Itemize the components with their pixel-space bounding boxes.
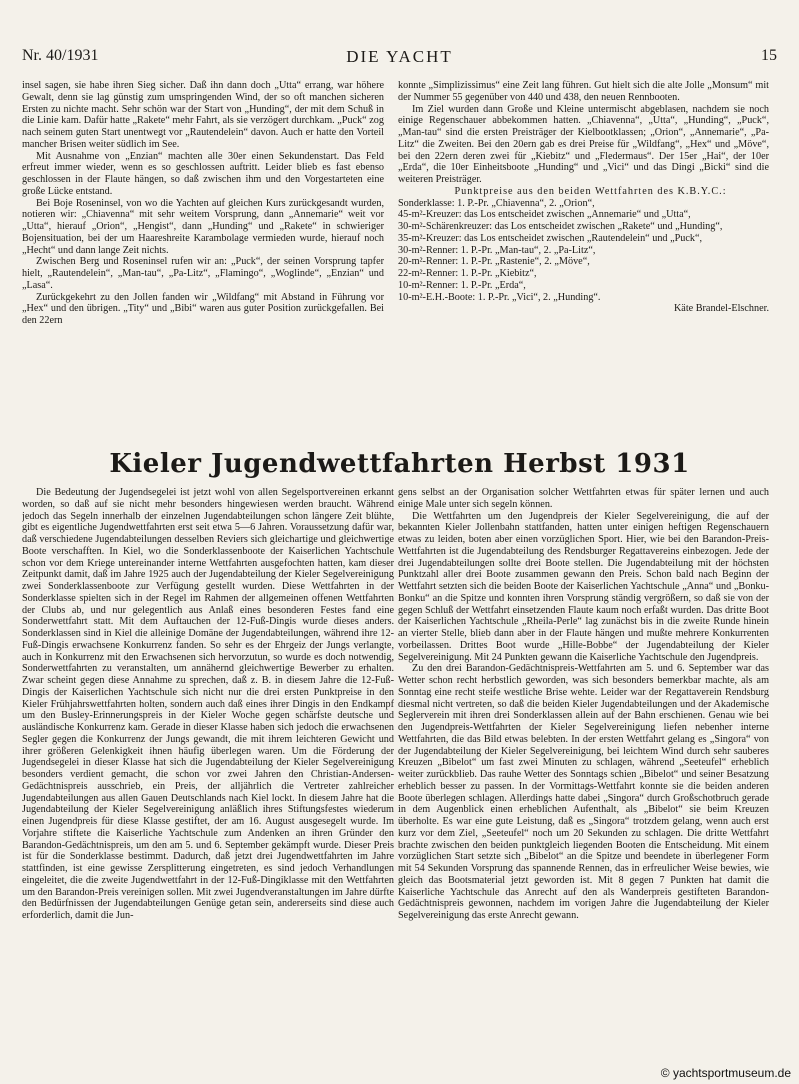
article-title: Kieler Jugendwettfahrten Herbst 1931 — [109, 449, 690, 479]
magazine-title: DIE YACHT — [346, 47, 453, 66]
issue-number: Nr. 40/1931 — [22, 47, 99, 64]
paragraph: konnte „Simplizissimus“ eine Zeit lang führen. Gut hielt sich die alte Jolle „Monsum“ mit der Nummer 55 gegenüber von 440 und 438, den neuen Rennbooten. — [398, 80, 769, 103]
paragraph: Bei Boje Roseninsel, von wo die Yachten auf gleichen Kurs zurückgesandt wurden, notieren wir: „Chiavenna“ mit sehr weitem Vorsprung, dann „Annemarie“ weit vor „Utta“, hierauf „Orion“, „Hengist“, dann „Hunding“ und „Rakete“ in schwieriger Bojensituation, bei der um Haareshreite Karambolage vermieden wurde, hierauf noch „Hecht“ und dann lange Zeit nichts. — [22, 197, 384, 256]
result-line: 10-m²-Renner: 1. P.-Pr. „Erda“, — [398, 279, 526, 291]
result-line: 30-m²-Renner: 1. P.-Pr. „Man-tau“, 2. „Pa-Litz“, — [398, 244, 596, 256]
column-bottom-right — [398, 487, 769, 1052]
result-line: 10-m²-E.H.-Boote: 1. P.-Pr. „Vici“, 2. „Hunding“. — [398, 291, 601, 303]
paragraph: insel sagen, sie habe ihren Sieg sicher. Daß ihn dann doch „Utta“ errang, war höhere Gewalt, denn sie lag günstig zum umspringenden Wind, der so oft manchen sicheren Ersten zu nichte macht. Sehr schön war der Start von „Hunding“, der mit dem Schuß in die Linie kam. Dafür hatte „Rakete“ mehr Fahrt, als sie verzögert durchkam. „Puck“ zog nach seinem guten Start unentwegt vor „Rautendelein“ davon. Auch er hatte den Vorteil mancher Brisen weiter südlich im See. — [22, 80, 384, 150]
column-bottom-left — [22, 487, 394, 1075]
result-line: 30-m²-Schärenkreuzer: das Los entscheidet zwischen „Rakete“ und „Hunding“, — [398, 221, 723, 232]
result-line: 45-m²-Kreuzer: das Los entscheidet zwischen „Annemarie“ und „Utta“, — [398, 209, 691, 221]
column-top-left — [22, 80, 384, 390]
paragraph: Zu den drei Barandon-Gedächtnispreis-Wettfahrten am 5. und 6. September war das Wetter schon recht herbstlich geworden, was sich besonders bemerkbar machte, als am Sonntag eine recht steife westliche Brise wehte. Leider war der Regattaverein Rendsburg diesmal nicht vertreten, so daß die beiden Kieler Jugendabteilungen und der Akademische Seglerverein mit ihren drei Sonderklassen allein auf der Bahn erschienen. Genau wie bei den Jugendpreis-Wettfahrten der Kieler Segelvereinigung liefen nebenher interne Wettfahrten, die das Bild etwas belebten. In der ersten Wettfahrt gelang es „Singora“ von der Jugendabteilung der Kieler Segelvereinigung, bei leichtem Wind durch sehr sauberes Kreuzen „Bibelot“ um fast zwei Minuten zu schlagen, während „Seeteufel“ erheblich weiter zurückblieb. Das rauhe Wetter des Sonntags schien „Bibelot“ und seiner Besatzung erheblich besser zu passen. In der Vormittags-Wettfahrt konnte sie die beiden anderen Boote überlegen schlagen. Allerdings hatte dabei „Singora“ durch Großschotbruch gerade in dem Augenblick einen erheblichen Aufenthalt, als „Bibelot“ sie beim Kreuzen überholte. Es war eine gute Leistung, daß es „Singora“ trotzdem gelang, wenn auch erst kurz vor dem Ziel, „Seeteufel“ noch um 20 Sekunden zu schlagen. Die dritte Wettfahrt brachte zwischen den beiden punktgleich liegenden Booten die Entscheidung. Mit einem vorzüglichen Start setzte sich „Bibelot“ an die Spitze und beendete in überlegener Form mit 54 Sekunden Vorsprung das spannende Rennen, das in erfreulicher Weise bewies, wie gleich das Bootsmaterial jetzt geworden ist. Mit 8 gegen 7 Punkten hat damit die Kaiserliche Yachtschule das Anrecht auf den als Wanderpreis gestifteten Barandon-Gedächtnispreis gewonnen, nachdem im vorigen Jahre die Jugendabteilung der Kieler Segelvereinigung das erste Anrecht gewann. — [398, 663, 769, 921]
results-heading: Punktpreise aus den beiden Wettfahrten des K.B.Y.C.: — [454, 185, 727, 197]
page-number: 15 — [761, 47, 777, 64]
paragraph: Zwischen Berg und Roseninsel rufen wir an: „Puck“, der seinen Vorsprung tapfer hielt, „Rautendelein“, „Man-tau“, „Pa-Litz“, „Flamingo“, „Woglinde“, „Enzian“ und „Lasa“. — [22, 256, 384, 291]
result-line: 22-m²-Renner: 1. P.-Pr. „Kiebitz“, — [398, 268, 537, 279]
paragraph: Die Bedeutung der Jugendsegelei ist jetzt wohl von allen Segelsportvereinen erkannt worden, so daß auf sie nicht mehr besonders hingewiesen werden braucht. Während jedoch das Segeln innerhalb der einzelnen Jugendabteilungen schon längere Zeit blühte, gibt es eigentliche Jugendwettfahrten erst seit etwa 5—6 Jahren. Voraussetzung dafür war, daß verschiedene Jugendabteilungen desselben Reviers sich gleichartige und gleichwertige Boote verschafften. In Kiel, wo die Sonderklassenboote der Kaiserlichen Yachtschule schon vor dem Kriege untereinander interne Wettfahrten ausgefochten hatten, kam dieser Zeitpunkt damit, daß im Jahre 1925 auch der Jugendabteilung der Kieler Segelvereinigung zwei Sonderklassenboote zur Verfügung gestellt wurden. Diese Wettfahrten in der Sonderklasse spielten sich in der Regel im Rahmen der allgemeinen offenen Wettfahrten der Clubs ab, und nur gelegentlich aus Anlaß eines besonderen Festes fand eine Sonderwettfahrt statt. Mit dem Auftauchen der 12-Fuß-Dingis wurde dieses anders. Sonderklassen sind in Kiel die alleinige Domäne der Jugendabteilungen, während ihre 12-Fuß-Dingis erwachsene Konkurrenz fanden. So sehr es der Ehrgeiz der Jungs verlangte, auch in Konkurrenz mit den Erwachsenen sich hervorzutun, so wurde es doch notwendig, Sonderwettfahrten zu veranstalten, um annähernd gleichwertige Bewerber zu erhalten. Zwar scheint gegen diese Annahme zu sprechen, daß z. B. in diesem Jahre die 12-Fuß-Dingis der Kaiserlichen Yachtschule sich nicht nur die drei ersten Punktpreise in den Kieler Frühjahrswettfahrten holten, sondern auch daß eines ihrer Dingis in den Endkampf um den Busley-Erinnerungspreis in der Kieler Woche gegen schärfste deutsche und ausländische Konkurrenz kam. Gerade in dieser Klasse haben sich jedoch die erwachsenen Segler gegen die Konkurrenz der Jungs gewandt, die mit ihrem leichteren Gewicht und ihrer größeren Gelenkigkeit ihnen häufig überlegen waren. Um die Förderung der Jugendsegelei in dieser Klasse hat sich die Jugendabteilung der Kieler Segelvereinigung besonders verdient gemacht, die schon vor zwei Jahren den Christian-Andersen-Gedächtnispreis ausschrieb, ein Preis, der alljährlich die Vertreter zahlreicher Jugendabteilungen aus allen Gauen Deutschlands nach Kiel lockt. In diesem Jahre hat die Jugendabteilung der Kieler Segelvereinigung anläßlich ihres Stiftungsfestes wiederum einen Jugendpreis für diese Klasse gestiftet, der am 16. August ausgesegelt wurde. Im Vorjahre stiftete die Kaiserliche Yachtschule zum Andenken an ihren Gründer den Barandon-Gedächtnispreis, um den am 5. und 6. September gekämpft wurde. Dieser Preis ist für die Sonderklasse bestimmt. Dadurch, daß jetzt drei Jugendwettfahrten im Jahre stattfinden, ist eine gewisse Zersplitterung eingetreten, es sind jedoch Verhandlungen eingeleitet, die die zweite Jugendwettfahrt in der 12-Fuß-Dingiklasse mit den Wettfahrten um den Barandon-Preis vereinigen sollen. Mit zwei Jugendveranstaltungen im Jahre dürfte den Bedürfnissen der Jugendabteilungen Genüge getan sein, andererseits sind diese auch erforderlich, damit die Jun- — [22, 487, 394, 921]
paragraph: Im Ziel wurden dann Große und Kleine untermischt abgeblasen, nachdem sie noch einige Regenschauer abbekommen hatten. „Chiavenna“, „Utta“, „Hunding“, „Puck“, „Man-tau“ sind die ersten Preisträger der Kielbootklassen; „Orion“, „Annemarie“, „Pa-Litz“ die Zweiten. Bei den 20ern gab es drei Preise für „Wildfang“, „Hex“ und „Möve“, bei den 22ern deren zwei für „Kiebitz“ und „Fledermaus“. Der 15er „Hai“, der 10er „Erda“, die 10er Einheitsboote „Hunding“ und „Vici“ und das Dingi „Bicki“ sind die weiteren Preisträger. — [398, 103, 769, 185]
column-top-right — [398, 80, 769, 390]
paragraph: Zurückgekehrt zu den Jollen fanden wir „Wildfang“ mit Abstand in Führung vor „Hex“ und den übrigen. „Tity“ und „Bibi“ waren aus guter Position zurückgefallen. Bei den 22ern — [22, 291, 384, 326]
author: Käte Brandel-Elschner. — [673, 303, 769, 315]
watermark: © yachtsportmuseum.de — [660, 1066, 791, 1080]
paragraph: gens selbst an der Organisation solcher Wettfahrten etwas für später lernen und auch einige Male unter sich segeln können. — [398, 487, 769, 510]
paragraph: Mit Ausnahme von „Enzian“ machten alle 30er einen Sekundenstart. Das Feld erfreut immer wieder, wenn es so geschlossen auftritt. Leider blieb es fast ebenso geschlossen in der Flaute hängen, so daß zwischen ihm und den Vorgestarteten eine große Lücke entstand. — [22, 150, 384, 197]
paragraph: Die Wettfahrten um den Jugendpreis der Kieler Segelvereinigung, die auf der bekannten Kieler Jollenbahn stattfanden, hatten unter einigen heftigen Regenschauern etwas zu leiden, boten aber einen vorzüglichen Sport. Hier, wie bei den Barandon-Preis-Wettfahrten ist die Jugendabteilung des Rendsburger Regattavereins einbezogen. Jede der drei Jugendabteilungen sollte drei Boote stellen. Die Jugendabteilung mit der höchsten Punktzahl aller drei Boote zusammen gewann den Preis. Schon bald nach Beginn der Wettfahrt setzten sich die beiden Boote der Kaiserlichen Yachtschule „Anna“ und „Bonku-Bonku“ an die Spitze und konnten ihren Vorsprung ständig vergrößern, so daß sie von der gegen Schluß der Wettfahrt einsetzenden Flaute kaum noch erfaßt wurden. Das dritte Boot der Kaiserlichen Yachtschule „Rheila-Perle“ lag zunächst bis in die zweite Runde hinein an vierter Stelle, blieb dann aber in der Flaute hängen und mußte mehrere Konkurrenten vorbeilassen. Drittes Boot wurde „Hille-Bobbe“ der Jugendabteilung der Kieler Segelvereinigung. Mit 24 Punkten gewann die Kaiserliche Yachtschule den Jugendpreis. — [398, 510, 769, 663]
result-line: Sonderklasse: 1. P.-Pr. „Chiavenna“, 2. „Orion“, — [398, 197, 595, 209]
result-line: 20-m²-Renner: 1. P.-Pr. „Rastenie“, 2. „Möve“, — [398, 256, 590, 268]
result-line: 35-m²-Kreuzer: das Los entscheidet zwischen „Rautendelein“ und „Puck“, — [398, 232, 703, 244]
page-header — [22, 47, 777, 69]
